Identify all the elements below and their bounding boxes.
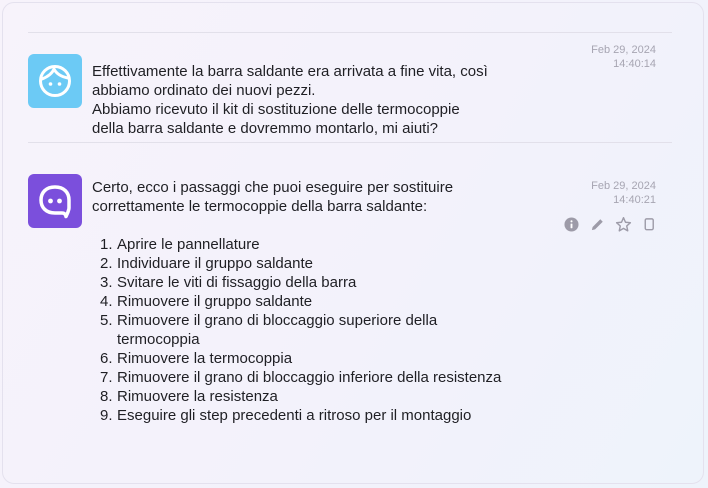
step-text: termocoppia: [117, 331, 200, 348]
step-number: 4.: [100, 293, 113, 310]
user-message-timestamp: [591, 43, 656, 71]
list-item: [92, 368, 501, 387]
divider: [28, 142, 672, 143]
list-item: [92, 235, 501, 254]
info-icon: [564, 217, 579, 232]
message-date: Feb 29, 2024: [591, 180, 656, 192]
list-item: [92, 406, 501, 425]
step-text: Rimuovere la termocoppia: [117, 350, 293, 367]
step-text: Aprire le pannellature: [117, 236, 260, 253]
step-number: 7.: [100, 369, 113, 386]
message-line: Abbiamo ricevuto il kit di sostituzione delle termocoppie: [92, 101, 460, 118]
message-time: 14:40:21: [613, 194, 656, 206]
step-text: Rimuovere il gruppo saldante: [117, 293, 313, 310]
list-item: [92, 292, 501, 311]
message-line: abbiamo ordinato dei nuovi pezzi.: [92, 82, 316, 99]
message-actions: [562, 215, 658, 233]
edit-icon: [590, 217, 605, 232]
message-time: 14:40:14: [613, 58, 656, 70]
message-line: della barra saldante e dovremmo montarlo, mi aiuti?: [92, 120, 439, 137]
step-text: Rimuovere il grano di bloccaggio inferiore della resistenza: [117, 369, 502, 386]
chat-bubble-icon: [37, 183, 73, 219]
assistant-avatar: [28, 174, 82, 228]
message-line: Effettivamente la barra saldante era arrivata a fine vita, così: [92, 63, 488, 80]
edit-button[interactable]: [588, 215, 606, 233]
list-item: [92, 311, 501, 349]
star-icon: [615, 216, 632, 233]
step-text: Rimuovere la resistenza: [117, 388, 278, 405]
favorite-button[interactable]: [614, 215, 632, 233]
copy-icon: [642, 217, 656, 232]
divider: [28, 32, 672, 33]
user-message-text: [92, 62, 488, 138]
user-avatar: [28, 54, 82, 108]
step-number: 6.: [100, 350, 113, 367]
steps-list: [92, 235, 501, 425]
copy-button[interactable]: [640, 215, 658, 233]
step-text: Svitare le viti di fissaggio della barra: [117, 274, 357, 291]
step-number: 1.: [100, 236, 113, 253]
step-number: 9.: [100, 407, 113, 424]
assistant-message-timestamp: [591, 179, 656, 207]
step-number: 2.: [100, 255, 113, 272]
step-text: Rimuovere il grano di bloccaggio superiore della: [117, 312, 438, 329]
message-line: correttamente le termocoppie della barra saldante:: [92, 198, 428, 215]
step-number: 3.: [100, 274, 113, 291]
step-text: Eseguire gli step precedenti a ritroso per il montaggio: [117, 407, 472, 424]
info-button[interactable]: [562, 215, 580, 233]
assistant-message-text: [92, 178, 501, 425]
user-face-icon: [38, 64, 72, 98]
list-item: [92, 254, 501, 273]
step-text: Individuare il gruppo saldante: [117, 255, 313, 272]
list-item: [92, 387, 501, 406]
message-date: Feb 29, 2024: [591, 44, 656, 56]
step-number: 5.: [100, 312, 113, 329]
message-line: Certo, ecco i passaggi che puoi eseguire per sostituire: [92, 179, 454, 196]
list-item: [92, 349, 501, 368]
list-item: [92, 273, 501, 292]
step-number: 8.: [100, 388, 113, 405]
